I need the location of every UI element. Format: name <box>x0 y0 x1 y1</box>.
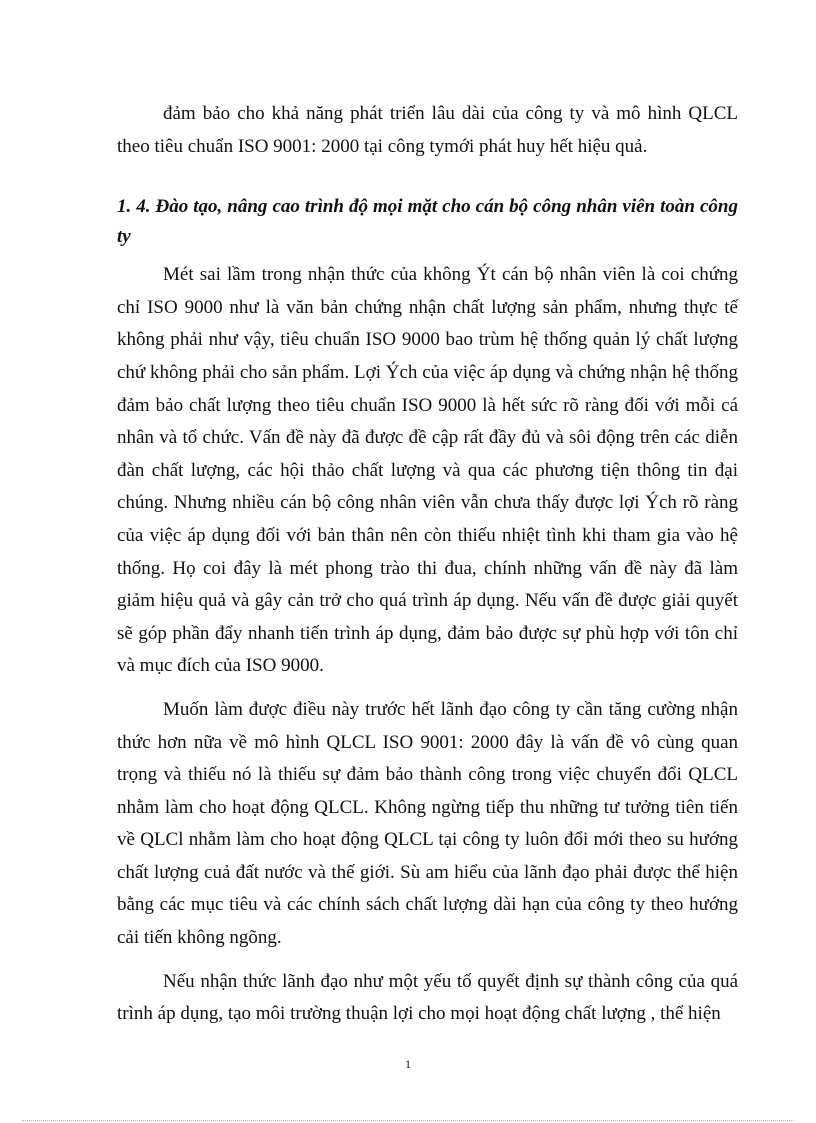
body-paragraph-2: Muốn làm được điều này trước hết lãnh đạo công ty cần tăng cường nhận thức hơn nữa về mô hình QLCL ISO 9001: 2000 đây là vấn đề vô cùng quan trọng và thiếu nó là thiếu sự đảm bảo thành công trong việc chuyển đổi QLCL nhằm làm cho hoạt động QLCL. Không ngừng tiếp thu những tư tưởng tiên tiến về QLCl nhằm làm cho hoạt động QLCL tại công ty luôn đổi mới theo su hướng chất lượng cuả đất nước và thế giới. Sù am hiểu của lãnh đạo phải được thể hiện bằng các mục tiêu và các chính sách chất lượng dài hạn của công ty theo hướng cải tiến không ngõng. <box>117 698 738 949</box>
spacer <box>117 163 738 192</box>
section-heading: 1. 4. Đào tạo, nâng cao trình độ mọi mặt cho cán bộ công nhân viên toàn công ty <box>117 196 738 248</box>
page-number: 1 <box>405 1057 411 1071</box>
spacer <box>117 252 738 259</box>
page-body <box>117 98 738 1031</box>
body-paragraph-3: Nếu nhận thức lãnh đạo như một yếu tố quyết định sự thành công của quá trình áp dụng, tạo môi trường thuận lợi cho mọi hoạt động chất lượng , thể hiện <box>117 970 738 1025</box>
intro-paragraph: đảm bảo cho khả năng phát triển lâu dài của công ty và mô hình QLCL theo tiêu chuẩn ISO 9001: 2000 tại công tymới phát huy hết hiệu quả. <box>117 103 738 157</box>
spacer <box>117 955 738 966</box>
page-break-divider <box>22 1120 794 1121</box>
spacer <box>117 683 738 694</box>
body-paragraph-1: Mét sai lầm trong nhận thức của không Ýt cán bộ nhân viên là coi chứng chỉ ISO 9000 như là văn bản chứng nhận chất lượng sản phẩm, nhưng thực tế không phải như vậy, tiêu chuẩn ISO 9000 bao trùm hệ thống quản lý chất lượng chứ không phải cho sản phẩm. Lợi Ých của việc áp dụng và chứng nhận hệ thống đảm bảo chất lượng theo tiêu chuẩn ISO 9000 là hết sức rõ ràng đối với mỗi cá nhân và tổ chức. Vấn đề này đã được đề cập rất đầy đủ và sôi động trên các diễn đàn chất lượng, các hội thảo chất lượng và qua các phương tiện thông tin đại chúng. Nhưng nhiều cán bộ công nhân viên vẫn chưa thấy được lợi Ých rõ ràng của việc áp dụng đối với bản thân nên còn thiếu nhiệt tình khi tham gia vào hệ thống. Họ coi đây là mét phong trào thi đua, chính những vấn đề này đã làm giảm hiệu quả và gây cản trở cho quá trình áp dụng. Nếu vấn đề được giải quyết sẽ góp phần đẩy nhanh tiến trình áp dụng, đảm bảo được sự phù hợp với tôn chỉ và mục đích của ISO 9000. <box>117 264 738 677</box>
